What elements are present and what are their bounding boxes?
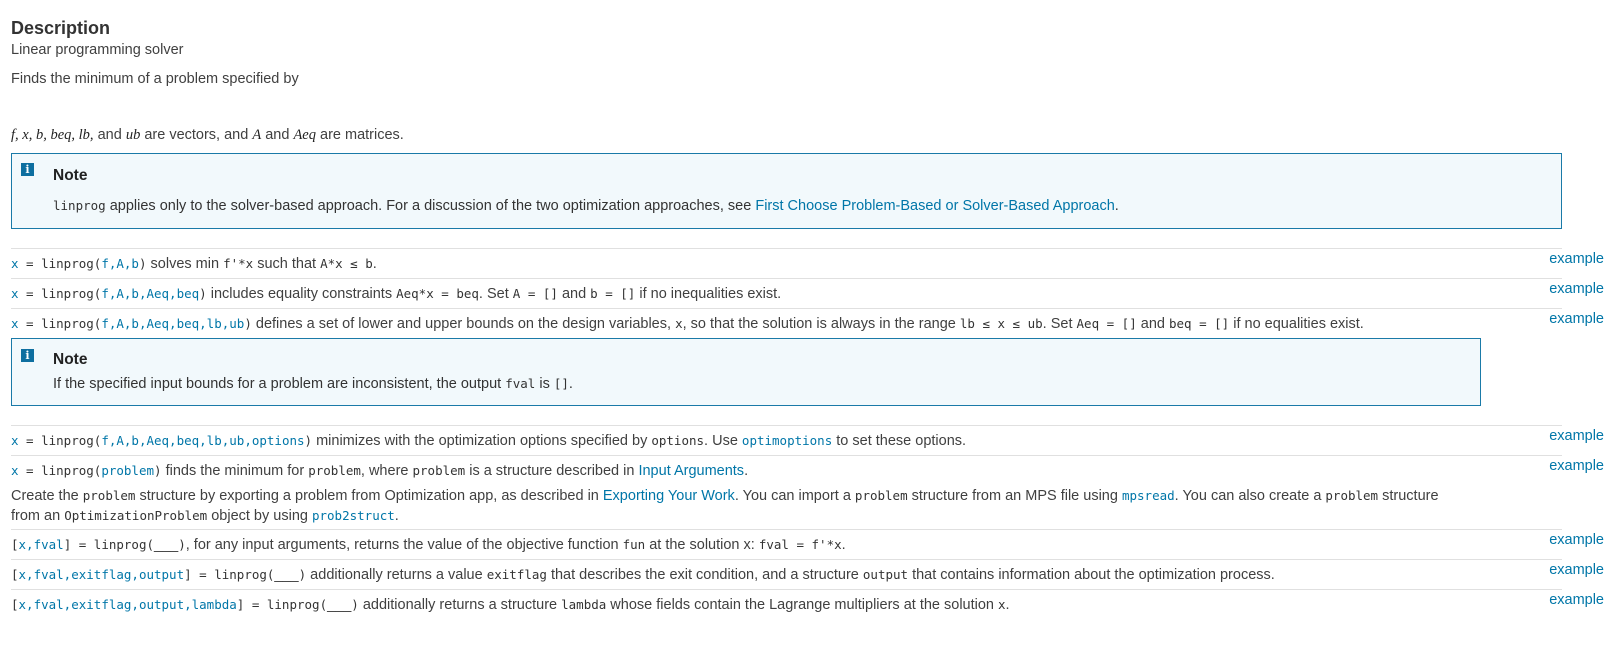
input-args[interactable]: problem xyxy=(101,463,155,478)
text: . xyxy=(568,376,573,392)
text: includes equality constraints xyxy=(206,286,397,302)
text: . You can also create a xyxy=(1174,488,1326,504)
separator xyxy=(11,559,1562,560)
syntax-code: ) xyxy=(178,537,186,552)
code: x xyxy=(675,316,683,331)
separator xyxy=(11,278,1562,279)
syntax-code: ) xyxy=(244,316,252,331)
text: , for any input arguments, returns the value of the objective function xyxy=(185,537,623,553)
code: Aeq = [] xyxy=(1076,316,1137,331)
text: if no inequalities exist. xyxy=(635,286,782,302)
syntax-code: ) xyxy=(351,597,359,612)
output-arg[interactable]: x xyxy=(11,316,19,331)
intro-text: Finds the minimum of a problem specified by xyxy=(11,71,299,87)
text: . xyxy=(372,256,377,272)
syntax-code: ) xyxy=(154,463,162,478)
code: fun xyxy=(622,537,646,552)
code: output xyxy=(862,567,909,582)
prob2struct-link[interactable]: prob2struct xyxy=(311,508,395,523)
syntax-row xyxy=(11,537,846,553)
code: Aeq*x = beq xyxy=(396,286,479,301)
var-ub: ub xyxy=(125,127,141,143)
text: additionally returns a value xyxy=(306,567,487,583)
syntax-code: = linprog( xyxy=(18,316,102,331)
vector-vars: f, x, b, beq, lb, xyxy=(11,127,94,143)
text: . xyxy=(1005,597,1010,613)
section-subtitle: Linear programming solver xyxy=(11,42,184,58)
syntax-code: ) xyxy=(304,433,313,448)
info-icon: i xyxy=(21,163,34,176)
output-args[interactable]: x,fval,exitflag,output xyxy=(18,567,185,582)
input-args[interactable]: f,A,b,Aeq,beq xyxy=(101,286,200,301)
syntax-row xyxy=(11,256,377,272)
note-body xyxy=(53,198,1119,214)
text: defines a set of lower and upper bounds on the design variables, xyxy=(251,316,676,332)
code: problem xyxy=(854,488,908,503)
text: are vectors, and xyxy=(140,127,253,143)
syntax-code: ) xyxy=(298,567,307,582)
syntax-row xyxy=(11,597,1010,613)
syntax-code: [ xyxy=(11,597,19,612)
code: x xyxy=(998,597,1006,612)
text: additionally returns a structure xyxy=(358,597,562,613)
syntax-row xyxy=(11,433,966,449)
text: object by using xyxy=(207,508,312,524)
text: . xyxy=(394,508,399,524)
text: If the specified input bounds for a problem are inconsistent, the output xyxy=(53,376,506,392)
variables-description xyxy=(11,127,404,144)
text: and xyxy=(261,127,294,143)
text: and xyxy=(93,127,126,143)
syntax-code: = linprog( xyxy=(18,433,102,448)
example-link[interactable]: example xyxy=(1549,562,1604,578)
text: whose fields contain the Lagrange multipliers at the solution xyxy=(606,597,999,613)
text: minimizes with the optimization options specified by xyxy=(312,433,652,449)
code: options xyxy=(651,433,705,448)
text: . Set xyxy=(478,286,513,302)
note-body xyxy=(53,376,573,392)
text: : xyxy=(750,537,759,553)
separator xyxy=(11,455,1562,456)
text: , so that the solution is always in the range xyxy=(682,316,960,332)
blank-placeholder: ___ xyxy=(327,597,352,613)
code: f'*x xyxy=(223,256,254,271)
code: beq = [] xyxy=(1169,316,1230,331)
code: problem xyxy=(1325,488,1379,503)
syntax-code: ] = linprog( xyxy=(184,567,275,582)
note-title: Note xyxy=(53,167,88,184)
code: fval = f'*x xyxy=(758,537,842,552)
note-box xyxy=(11,153,1562,229)
syntax-code: = linprog( xyxy=(18,463,102,478)
output-arg[interactable]: x xyxy=(11,433,19,448)
text: to set these options. xyxy=(832,433,967,449)
text: , where xyxy=(360,463,413,479)
text: are matrices. xyxy=(316,127,404,143)
example-link[interactable]: example xyxy=(1549,532,1604,548)
separator xyxy=(11,425,1562,426)
code: lambda xyxy=(561,597,607,612)
code: lb ≤ x ≤ ub xyxy=(959,316,1043,331)
input-args[interactable]: f,A,b,Aeq,beq,lb,ub,options xyxy=(101,433,305,448)
text: . Use xyxy=(704,433,742,449)
example-link[interactable]: example xyxy=(1549,458,1604,474)
note-box xyxy=(11,338,1481,406)
text: x xyxy=(743,537,751,553)
text: . xyxy=(841,537,846,553)
input-arguments-link[interactable]: Input Arguments xyxy=(638,463,745,479)
output-args[interactable]: x,fval xyxy=(18,537,64,552)
code: problem xyxy=(82,488,136,503)
code: [] xyxy=(553,376,569,391)
text: structure from an MPS file using xyxy=(907,488,1122,504)
exporting-link[interactable]: Exporting Your Work xyxy=(602,488,735,504)
blank-placeholder: ___ xyxy=(154,537,179,553)
separator xyxy=(11,589,1562,590)
text: Create the xyxy=(11,488,83,504)
example-link[interactable]: example xyxy=(1549,281,1604,297)
syntax-code: = linprog( xyxy=(18,286,102,301)
var-Aeq: Aeq xyxy=(293,127,316,143)
text: and xyxy=(1136,316,1169,332)
syntax-row xyxy=(11,316,1364,332)
text: that describes the exit condition, and a structure xyxy=(546,567,863,583)
separator xyxy=(11,308,1562,309)
code: problem xyxy=(308,463,361,478)
text: if no equalities exist. xyxy=(1229,316,1364,332)
output-args[interactable]: x,fval,exitflag,output,lambda xyxy=(18,597,237,612)
info-icon: i xyxy=(21,349,34,362)
text: . xyxy=(744,463,749,479)
syntax-code: ] = linprog( xyxy=(236,597,328,612)
input-args[interactable]: f,A,b xyxy=(101,256,139,271)
text: solves min xyxy=(146,256,224,272)
var-A: A xyxy=(252,127,262,143)
approach-link[interactable]: First Choose Problem-Based or Solver-Based Approach xyxy=(755,198,1115,214)
input-args[interactable]: f,A,b,Aeq,beq,lb,ub xyxy=(101,316,245,331)
text: is xyxy=(535,376,554,392)
syntax-row xyxy=(11,567,1275,583)
text: . You can import a xyxy=(734,488,855,504)
text: . xyxy=(1114,198,1119,214)
syntax-code: ) xyxy=(199,286,207,301)
syntax-code: [ xyxy=(11,537,19,552)
code: fval xyxy=(505,376,536,391)
separator xyxy=(11,529,1562,530)
syntax-code: ) xyxy=(138,256,147,271)
note-title: Note xyxy=(53,351,88,368)
text: structure from an xyxy=(11,488,1439,524)
optimoptions-link[interactable]: optimoptions xyxy=(741,433,833,448)
syntax-code: [ xyxy=(11,567,19,582)
problem-paragraph xyxy=(11,486,1471,526)
blank-placeholder: ___ xyxy=(274,567,299,583)
text: applies only to the solver-based approach. For a discussion of the two optimization approaches, see xyxy=(105,198,756,214)
code: A*x ≤ b xyxy=(320,256,373,271)
text: such that xyxy=(253,256,321,272)
separator xyxy=(11,248,1562,249)
code: problem xyxy=(412,463,466,478)
code: A = [] xyxy=(512,286,558,301)
text: at the solution xyxy=(645,537,744,553)
text: and xyxy=(557,286,591,302)
example-link[interactable]: example xyxy=(1549,251,1604,267)
code-linprog: linprog xyxy=(53,198,106,213)
text: . Set xyxy=(1042,316,1077,332)
output-arg[interactable]: x xyxy=(11,463,19,478)
mpsread-link[interactable]: mpsread xyxy=(1121,488,1175,503)
example-link[interactable]: example xyxy=(1549,592,1604,608)
code: b = [] xyxy=(590,286,636,301)
text: is a structure described in xyxy=(465,463,639,479)
text: finds the minimum for xyxy=(161,463,309,479)
output-arg[interactable]: x xyxy=(11,286,19,301)
text: that contains information about the optimization process. xyxy=(908,567,1275,583)
syntax-row xyxy=(11,463,748,479)
example-link[interactable]: example xyxy=(1549,428,1604,444)
syntax-code: ] = linprog( xyxy=(63,537,154,552)
syntax-row xyxy=(11,286,781,302)
code: OptimizationProblem xyxy=(64,508,208,523)
output-arg[interactable]: x xyxy=(11,256,19,271)
section-title: Description xyxy=(11,18,111,38)
code: exitflag xyxy=(486,567,547,582)
text: structure by exporting a problem from Optimization app, as described in xyxy=(135,488,603,504)
example-link[interactable]: example xyxy=(1549,311,1604,327)
syntax-code: = linprog( xyxy=(18,256,102,271)
